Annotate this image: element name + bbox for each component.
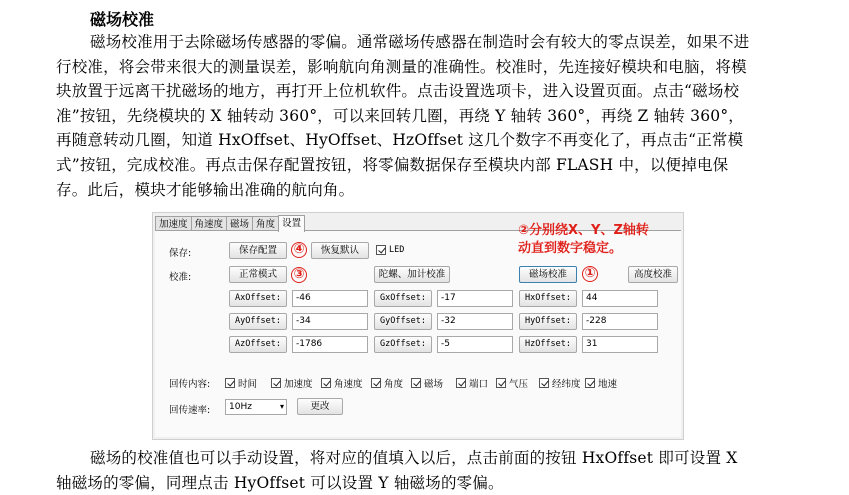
gz-offset-input[interactable]: -5 [437, 336, 513, 353]
checkbox-icon [585, 378, 595, 388]
change-button[interactable]: 更改 [297, 398, 343, 415]
tab-bar [155, 215, 304, 231]
return-item-label: 时间 [238, 379, 258, 390]
return-item-label: 角度 [384, 379, 404, 390]
az-offset-button[interactable]: AzOffset: [229, 336, 287, 353]
settings-screenshot [152, 212, 684, 440]
save-label: 保存: [169, 248, 192, 259]
section-title: 磁场校准 [90, 10, 155, 29]
tab-angle[interactable]: 角度 [252, 216, 279, 232]
return-item-label: 气压 [509, 379, 529, 390]
return-item-pressure[interactable] [496, 376, 528, 390]
rate-label: 回传速率: [169, 405, 211, 416]
return-item-port[interactable] [456, 376, 488, 390]
ay-offset-input[interactable]: -34 [292, 313, 368, 330]
gx-offset-button[interactable]: GxOffset: [374, 290, 432, 307]
return-item-angular-velocity[interactable] [321, 376, 363, 390]
return-item-ground-speed[interactable] [585, 376, 617, 390]
return-item-time[interactable] [225, 376, 257, 390]
gz-offset-button[interactable]: GzOffset: [374, 336, 432, 353]
return-item-label: 端口 [469, 379, 489, 390]
checkbox-icon [456, 378, 466, 388]
checkbox-icon [225, 378, 235, 388]
checkbox-icon [321, 378, 331, 388]
hy-offset-button[interactable]: HyOffset: [519, 313, 577, 330]
gy-offset-button[interactable]: GyOffset: [374, 313, 432, 330]
hx-offset-input[interactable]: 44 [582, 290, 658, 307]
mag-calib-button[interactable]: 磁场校准 [519, 266, 577, 283]
settings-page [155, 230, 681, 437]
hz-offset-button[interactable]: HzOffset: [519, 336, 577, 353]
normal-mode-button[interactable]: 正常模式 [229, 266, 287, 283]
checkbox-icon [271, 378, 281, 388]
gy-offset-input[interactable]: -32 [437, 313, 513, 330]
rate-value: 10Hz [229, 402, 252, 412]
annotation-2-line1: ②分别绕X、Y、Z轴转 [518, 223, 649, 238]
tab-magnetic[interactable]: 磁场 [226, 216, 253, 232]
checkbox-icon [376, 245, 386, 255]
chevron-down-icon: ▾ [279, 402, 284, 411]
led-label: LED [389, 245, 405, 255]
calib-label: 校准: [169, 272, 192, 283]
gx-offset-input[interactable]: -17 [437, 290, 513, 307]
ay-offset-button[interactable]: AyOffset: [229, 313, 287, 330]
intro-paragraph: 磁场校准用于去除磁场传感器的零偏。通常磁场传感器在制造时会有较大的零点误差，如果不进行校准，将会带来很大的测量误差，影响航向角测量的准确性。校准时，先连接好模块和电脑，将模块放置于远离干扰磁场的地方，再打开上位机软件。点击设置选项卡，进入设置页面。点击“磁场校准”按钮，先绕模块的 X 轴转动 360°，可以来回转几圈，再绕 Y 轴转 360°，再绕 Z 轴转 360°，再随意转动几圈，知道 HxOffset、HyOffset、HzOffset 这几个数字不再变化了，再点击“正常模式”按钮，完成校准。再点击保存配置按钮，将零偏数据保存至模块内部 FLASH 中，以便掉电保存。此后，模块才能够输出准确的航向角。 [56, 33, 750, 199]
checkbox-icon [411, 378, 421, 388]
return-item-lat-lon[interactable] [539, 376, 581, 390]
gyro-acc-calib-button[interactable]: 陀螺、加计校准 [374, 266, 450, 283]
ax-offset-button[interactable]: AxOffset: [229, 290, 287, 307]
return-item-label: 经纬度 [552, 379, 581, 390]
tab-acceleration[interactable]: 加速度 [155, 216, 192, 232]
return-item-label: 角速度 [334, 379, 363, 390]
annotation-2-line2: 动直到数字稳定。 [518, 241, 623, 256]
return-item-label: 磁场 [424, 379, 444, 390]
return-item-acceleration[interactable] [271, 376, 313, 390]
tab-settings[interactable]: 设置 [278, 215, 305, 232]
restore-default-button[interactable]: 恢复默认 [311, 242, 369, 259]
return-item-label: 加速度 [284, 379, 313, 390]
checkbox-icon [496, 378, 506, 388]
led-checkbox[interactable] [376, 245, 404, 255]
hy-offset-input[interactable]: -228 [582, 313, 658, 330]
rate-select[interactable] [225, 399, 287, 415]
height-calib-button[interactable]: 高度校准 [628, 266, 678, 283]
annotation-3: ③ [291, 267, 307, 283]
return-item-label: 地速 [598, 379, 618, 390]
save-config-button[interactable]: 保存配置 [229, 242, 287, 259]
return-item-angle[interactable] [371, 376, 403, 390]
checkbox-icon [371, 378, 381, 388]
ax-offset-input[interactable]: -46 [292, 290, 368, 307]
checkbox-icon [539, 378, 549, 388]
az-offset-input[interactable]: -1786 [292, 336, 368, 353]
return-content-label: 回传内容: [169, 379, 211, 390]
hx-offset-button[interactable]: HxOffset: [519, 290, 577, 307]
annotation-1: ① [582, 266, 598, 282]
annotation-4: ④ [291, 242, 307, 258]
return-item-magnetic[interactable] [411, 376, 443, 390]
hz-offset-input[interactable]: 31 [582, 336, 658, 353]
manual-setting-paragraph: 磁场的校准值也可以手动设置，将对应的值填入以后，点击前面的按钮 HxOffset 即可设置 X 轴磁场的零偏，同理点击 HyOffset 可以设置 Y 轴磁场的零偏。 [56, 449, 738, 492]
tab-angular-velocity[interactable]: 角速度 [191, 216, 228, 232]
